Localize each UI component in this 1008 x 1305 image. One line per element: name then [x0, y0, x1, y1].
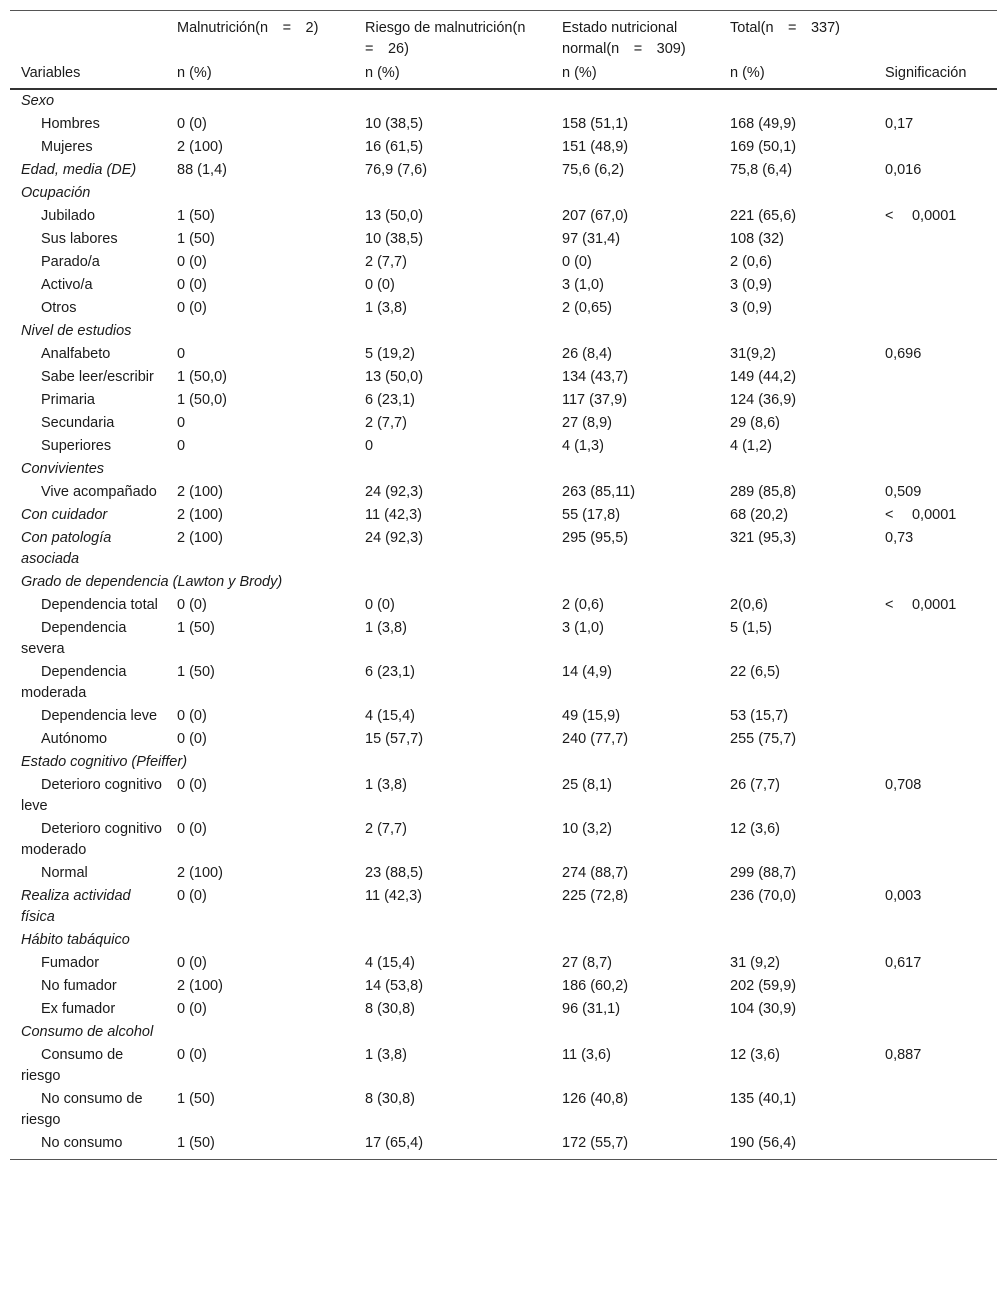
- significance-cell: [874, 412, 997, 435]
- table-row: [10, 366, 997, 389]
- variable-cell: Ocupación: [21, 185, 91, 201]
- header-cell-significance: Significación: [874, 60, 997, 89]
- risk-cell: [354, 89, 551, 113]
- risk-cell: 10 (38,5): [365, 116, 424, 132]
- total-cell: 221 (65,6): [730, 208, 797, 224]
- malnutrition-cell: 0 (0): [177, 597, 207, 613]
- normal-cell: 207 (67,0): [562, 208, 629, 224]
- total-cell: 169 (50,1): [730, 139, 797, 155]
- normal-cell: 126 (40,8): [562, 1091, 629, 1107]
- malnutrition-cell: [166, 929, 354, 952]
- risk-cell: [354, 458, 551, 481]
- significance-cell: [874, 1132, 997, 1160]
- normal-cell: 96 (31,1): [562, 1001, 621, 1017]
- risk-cell: 1 (3,8): [365, 1047, 407, 1063]
- header-cell-total: Total(n = 337): [719, 11, 874, 61]
- table-row: [10, 862, 997, 885]
- risk-cell: 2 (7,7): [365, 415, 407, 431]
- malnutrition-cell: 0 (0): [177, 277, 207, 293]
- normal-cell: 240 (77,7): [562, 731, 629, 747]
- variable-cell: Deterioro cognitivo leve: [21, 777, 162, 814]
- header-cell-n-pct: n (%): [551, 60, 719, 89]
- risk-cell: 76,9 (7,6): [365, 162, 428, 178]
- significance-cell: < 0,0001: [885, 208, 957, 224]
- variable-cell: Otros: [41, 300, 77, 316]
- malnutrition-cell: 0 (0): [177, 300, 207, 316]
- total-cell: 2(0,6): [730, 597, 768, 613]
- table-row: [10, 297, 997, 320]
- header-cell-n-pct: n (%): [354, 60, 551, 89]
- variable-cell: Autónomo: [41, 731, 108, 747]
- variable-cell: Normal: [41, 865, 88, 881]
- malnutrition-cell: 0 (0): [177, 888, 207, 904]
- risk-cell: 16 (61,5): [365, 139, 424, 155]
- risk-cell: 5 (19,2): [365, 346, 415, 362]
- variable-cell: No fumador: [41, 978, 117, 994]
- table-row-section: [10, 504, 997, 527]
- variable-cell: Dependencia moderada: [21, 664, 127, 701]
- malnutrition-cell: 1 (50): [177, 1091, 215, 1107]
- total-cell: [719, 320, 874, 343]
- malnutrition-cell: 1 (50,0): [177, 369, 227, 385]
- significance-cell: [874, 182, 997, 205]
- significance-cell: [874, 136, 997, 159]
- risk-cell: 11 (42,3): [365, 888, 422, 904]
- significance-cell: 0,617: [885, 955, 922, 971]
- table-row: [10, 728, 997, 751]
- variable-cell: No consumo: [10, 1132, 166, 1160]
- total-cell: 299 (88,7): [730, 865, 797, 881]
- total-cell: 3 (0,9): [730, 300, 772, 316]
- significance-cell: < 0,0001: [885, 507, 957, 523]
- significance-cell: 0,887: [885, 1047, 922, 1063]
- total-cell: [719, 1021, 874, 1044]
- normal-cell: 151 (48,9): [562, 139, 629, 155]
- total-cell: 321 (95,3): [730, 530, 797, 546]
- header-cell-n-pct: n (%): [719, 60, 874, 89]
- risk-cell: 13 (50,0): [365, 369, 424, 385]
- total-cell: 4 (1,2): [730, 438, 772, 454]
- normal-cell: 274 (88,7): [562, 865, 629, 881]
- significance-cell: [874, 320, 997, 343]
- risk-cell: 15 (57,7): [365, 731, 424, 747]
- header-cell: [874, 11, 997, 61]
- significance-cell: [874, 929, 997, 952]
- variable-cell: Secundaria: [41, 415, 115, 431]
- table-row: [10, 998, 997, 1021]
- significance-cell: [874, 297, 997, 320]
- malnutrition-cell: 1 (50): [177, 231, 215, 247]
- malnutrition-cell: [166, 320, 354, 343]
- variable-cell: Con cuidador: [21, 507, 108, 523]
- variable-cell: Convivientes: [21, 461, 105, 477]
- risk-cell: 8 (30,8): [365, 1091, 415, 1107]
- significance-cell: [874, 251, 997, 274]
- malnutrition-cell: 0 (0): [177, 777, 207, 793]
- significance-cell: [874, 228, 997, 251]
- total-cell: 75,8 (6,4): [730, 162, 793, 178]
- variable-cell: Deterioro cognitivo moderado: [21, 821, 162, 858]
- risk-cell: 10 (38,5): [365, 231, 424, 247]
- normal-cell: 27 (8,7): [562, 955, 612, 971]
- significance-cell: < 0,0001: [885, 597, 957, 613]
- normal-cell: 0 (0): [562, 254, 592, 270]
- header-cell-normal: Estado nutricional normal(n = 309): [551, 11, 719, 61]
- table-row: [10, 136, 997, 159]
- normal-cell: 27 (8,9): [562, 415, 612, 431]
- significance-cell: [874, 435, 997, 458]
- table-row: [10, 412, 997, 435]
- malnutrition-cell: 0: [177, 346, 186, 362]
- table-row: [10, 661, 997, 705]
- table-row: [10, 481, 997, 504]
- malnutrition-cell: 0 (0): [177, 1047, 207, 1063]
- significance-cell: 0,73: [885, 530, 914, 546]
- table-row: [10, 975, 997, 998]
- risk-cell: 24 (92,3): [365, 530, 424, 546]
- significance-cell: 0,003: [885, 888, 922, 904]
- malnutrition-cell: 0 (0): [177, 955, 207, 971]
- total-cell: 124 (36,9): [730, 392, 797, 408]
- header-row-units: [10, 60, 997, 89]
- significance-cell: 0,696: [885, 346, 922, 362]
- normal-cell: 14 (4,9): [562, 664, 612, 680]
- significance-cell: [874, 274, 997, 297]
- total-cell: 135 (40,1): [730, 1091, 797, 1107]
- variable-cell: Edad, media (DE): [21, 162, 137, 178]
- table-row: [10, 274, 997, 297]
- variable-cell: Hábito tabáquico: [21, 932, 130, 948]
- malnutrition-cell: 0: [177, 438, 186, 454]
- risk-cell: [354, 929, 551, 952]
- table-row: [10, 343, 997, 366]
- significance-cell: [874, 975, 997, 998]
- total-cell: 108 (32): [730, 231, 785, 247]
- table-row-section: [10, 159, 997, 182]
- risk-cell: 4 (15,4): [365, 955, 415, 971]
- table-body: [10, 89, 997, 1160]
- risk-cell: 1 (3,8): [365, 777, 407, 793]
- malnutrition-cell: 0: [177, 415, 186, 431]
- table-row-section: [10, 929, 997, 952]
- table-row: [10, 113, 997, 136]
- malnutrition-cell: 0 (0): [177, 731, 207, 747]
- header-cell-malnutrition: Malnutrición(n = 2): [166, 11, 354, 61]
- normal-cell: 97 (31,4): [562, 231, 621, 247]
- malnutrition-cell: 0 (0): [177, 254, 207, 270]
- risk-cell: 11 (42,3): [365, 507, 422, 523]
- total-cell: 2 (0,6): [730, 254, 772, 270]
- normal-cell: 2 (0,65): [562, 300, 612, 316]
- normal-cell: [551, 929, 719, 952]
- malnutrition-cell: 2 (100): [177, 865, 223, 881]
- malnutrition-cell: 1 (50,0): [177, 392, 227, 408]
- total-cell: 26 (7,7): [730, 777, 780, 793]
- risk-cell: 6 (23,1): [365, 392, 415, 408]
- risk-cell: 1 (3,8): [365, 300, 407, 316]
- variable-cell: Jubilado: [41, 208, 96, 224]
- normal-cell: 49 (15,9): [562, 708, 621, 724]
- total-cell: 31 (9,2): [730, 955, 780, 971]
- significance-cell: 0,17: [885, 116, 914, 132]
- total-cell: 29 (8,6): [730, 415, 780, 431]
- variable-cell: Mujeres: [41, 139, 93, 155]
- significance-cell: 0,509: [885, 484, 922, 500]
- variable-cell: Superiores: [41, 438, 112, 454]
- total-cell: [719, 929, 874, 952]
- variable-cell: Fumador: [41, 955, 100, 971]
- total-cell: 53 (15,7): [730, 708, 789, 724]
- total-cell: [719, 458, 874, 481]
- normal-cell: 172 (55,7): [551, 1132, 719, 1160]
- total-cell: 3 (0,9): [730, 277, 772, 293]
- total-cell: 12 (3,6): [730, 821, 780, 837]
- significance-cell: [874, 617, 997, 661]
- table-row: [10, 952, 997, 975]
- risk-cell: 8 (30,8): [365, 1001, 415, 1017]
- table-row: [10, 705, 997, 728]
- table-row: [10, 435, 997, 458]
- risk-cell: 14 (53,8): [365, 978, 424, 994]
- table-row: [10, 774, 997, 818]
- normal-cell: 186 (60,2): [562, 978, 629, 994]
- risk-cell: 0 (0): [365, 597, 395, 613]
- risk-cell: 13 (50,0): [365, 208, 424, 224]
- significance-cell: [874, 458, 997, 481]
- malnutrition-cell: [166, 458, 354, 481]
- total-cell: 168 (49,9): [730, 116, 797, 132]
- malnutrition-cell: 0 (0): [177, 708, 207, 724]
- risk-cell: 17 (65,4): [354, 1132, 551, 1160]
- significance-cell: 0,016: [885, 162, 922, 178]
- header-cell-risk: Riesgo de malnutrición(n = 26): [354, 11, 551, 61]
- variable-cell: Vive acompañado: [41, 484, 157, 500]
- significance-cell: [874, 1021, 997, 1044]
- normal-cell: 26 (8,4): [562, 346, 612, 362]
- variable-cell: Dependencia severa: [21, 620, 127, 657]
- significance-cell: [874, 818, 997, 862]
- header-row-groups: [10, 11, 997, 61]
- malnutrition-cell: 0 (0): [177, 116, 207, 132]
- variable-cell: Realiza actividad física: [21, 888, 131, 925]
- variable-cell: Parado/a: [41, 254, 100, 270]
- normal-cell: 225 (72,8): [562, 888, 629, 904]
- variable-cell: Sus labores: [41, 231, 118, 247]
- risk-cell: 4 (15,4): [365, 708, 415, 724]
- malnutrition-cell: [166, 182, 354, 205]
- malnutrition-cell: 2 (100): [177, 530, 223, 546]
- total-cell: 149 (44,2): [730, 369, 797, 385]
- risk-cell: [354, 182, 551, 205]
- variable-cell: Sabe leer/escribir: [41, 369, 154, 385]
- normal-cell: 263 (85,11): [562, 484, 636, 500]
- normal-cell: 134 (43,7): [562, 369, 629, 385]
- table-row: [10, 228, 997, 251]
- malnutrition-cell: 1 (50): [166, 1132, 354, 1160]
- variable-cell: Consumo de riesgo: [21, 1047, 124, 1084]
- malnutrition-cell: 1 (50): [177, 620, 215, 636]
- table-row-section: [10, 885, 997, 929]
- malnutrition-cell: [166, 89, 354, 113]
- header-cell-n-pct: n (%): [166, 60, 354, 89]
- normal-cell: [551, 89, 719, 113]
- table-container: [10, 10, 997, 1160]
- variable-cell: No consumo de riesgo: [21, 1091, 143, 1128]
- total-cell: 236 (70,0): [730, 888, 797, 904]
- table-row: [10, 1088, 997, 1132]
- header-cell-variables: Variables: [10, 60, 166, 89]
- normal-cell: 25 (8,1): [562, 777, 612, 793]
- header-cell: [10, 11, 166, 61]
- normal-cell: 55 (17,8): [562, 507, 621, 523]
- total-cell: 255 (75,7): [730, 731, 797, 747]
- variable-cell: Activo/a: [41, 277, 93, 293]
- normal-cell: 11 (3,6): [562, 1047, 611, 1063]
- total-cell: 289 (85,8): [730, 484, 797, 500]
- variable-cell: Dependencia total: [41, 597, 158, 613]
- variable-cell: Analfabeto: [41, 346, 111, 362]
- normal-cell: [551, 182, 719, 205]
- malnutrition-cell: 1 (50): [177, 208, 215, 224]
- normal-cell: 3 (1,0): [562, 277, 604, 293]
- table-row-section: [10, 1021, 997, 1044]
- table-row-section: [10, 320, 997, 343]
- risk-cell: 23 (88,5): [365, 865, 424, 881]
- significance-cell: [874, 1088, 997, 1132]
- significance-cell: [874, 705, 997, 728]
- table-row-section: [10, 89, 997, 113]
- table-row: [10, 251, 997, 274]
- variable-cell: Con patología asociada: [21, 530, 112, 567]
- total-cell: [719, 182, 874, 205]
- risk-cell: [354, 320, 551, 343]
- table-row-section: [10, 527, 997, 571]
- risk-cell: 2 (7,7): [365, 254, 407, 270]
- variable-cell: Dependencia leve: [41, 708, 158, 724]
- normal-cell: 2 (0,6): [562, 597, 604, 613]
- total-cell: 31(9,2): [730, 346, 776, 362]
- significance-cell: 0,708: [885, 777, 922, 793]
- risk-cell: 6 (23,1): [365, 664, 415, 680]
- total-cell: [719, 89, 874, 113]
- malnutrition-cell: 2 (100): [177, 484, 223, 500]
- table-row: [10, 818, 997, 862]
- variable-cell: Consumo de alcohol: [21, 1024, 154, 1040]
- risk-cell: 2 (7,7): [365, 821, 407, 837]
- total-cell: 22 (6,5): [730, 664, 780, 680]
- normal-cell: 295 (95,5): [562, 530, 629, 546]
- table-row: [10, 594, 997, 617]
- table-row-section: [10, 182, 997, 205]
- malnutrition-cell: 0 (0): [177, 821, 207, 837]
- table-row: [10, 205, 997, 228]
- malnutrition-cell: 88 (1,4): [177, 162, 227, 178]
- table-header: [10, 11, 997, 90]
- table-row: [10, 389, 997, 412]
- table-row: [10, 1044, 997, 1088]
- total-cell: 190 (56,4): [719, 1132, 874, 1160]
- significance-cell: [874, 89, 997, 113]
- malnutrition-cell: 2 (100): [177, 507, 223, 523]
- total-cell: 104 (30,9): [730, 1001, 797, 1017]
- variable-cell: Nivel de estudios: [21, 323, 132, 339]
- malnutrition-cell: 0 (0): [177, 1001, 207, 1017]
- significance-cell: [874, 366, 997, 389]
- risk-cell: 0 (0): [365, 277, 395, 293]
- risk-cell: 0: [365, 438, 374, 454]
- significance-cell: [874, 998, 997, 1021]
- variable-cell: Ex fumador: [41, 1001, 116, 1017]
- table-row: [10, 1132, 997, 1160]
- normal-cell: 75,6 (6,2): [562, 162, 625, 178]
- normal-cell: [551, 458, 719, 481]
- malnutrition-cell: 2 (100): [177, 978, 223, 994]
- normal-cell: 4 (1,3): [562, 438, 604, 454]
- significance-cell: [874, 389, 997, 412]
- significance-cell: [874, 862, 997, 885]
- section-title-cell: Grado de dependencia (Lawton y Brody): [21, 574, 283, 590]
- total-cell: 68 (20,2): [730, 507, 789, 523]
- significance-cell: [874, 728, 997, 751]
- total-cell: 12 (3,6): [730, 1047, 780, 1063]
- normal-cell: 117 (37,9): [562, 392, 628, 408]
- significance-cell: [874, 661, 997, 705]
- malnutrition-cell: [166, 1021, 354, 1044]
- risk-cell: 1 (3,8): [365, 620, 407, 636]
- variable-cell: Sexo: [21, 93, 55, 109]
- risk-cell: 24 (92,3): [365, 484, 424, 500]
- risk-cell: [354, 1021, 551, 1044]
- normal-cell: [551, 1021, 719, 1044]
- variable-cell: Hombres: [41, 116, 100, 132]
- normal-cell: [551, 320, 719, 343]
- nutrition-status-table: [10, 10, 997, 1160]
- table-row-section: [10, 751, 997, 774]
- table-row-section: [10, 458, 997, 481]
- total-cell: 202 (59,9): [730, 978, 797, 994]
- malnutrition-cell: 2 (100): [177, 139, 223, 155]
- section-title-cell: Estado cognitivo (Pfeiffer): [21, 754, 188, 770]
- total-cell: 5 (1,5): [730, 620, 772, 636]
- table-row-section: [10, 571, 997, 594]
- normal-cell: 10 (3,2): [562, 821, 612, 837]
- table-row: [10, 617, 997, 661]
- malnutrition-cell: 1 (50): [177, 664, 215, 680]
- normal-cell: 3 (1,0): [562, 620, 604, 636]
- variable-cell: Primaria: [41, 392, 95, 408]
- normal-cell: 158 (51,1): [562, 116, 629, 132]
